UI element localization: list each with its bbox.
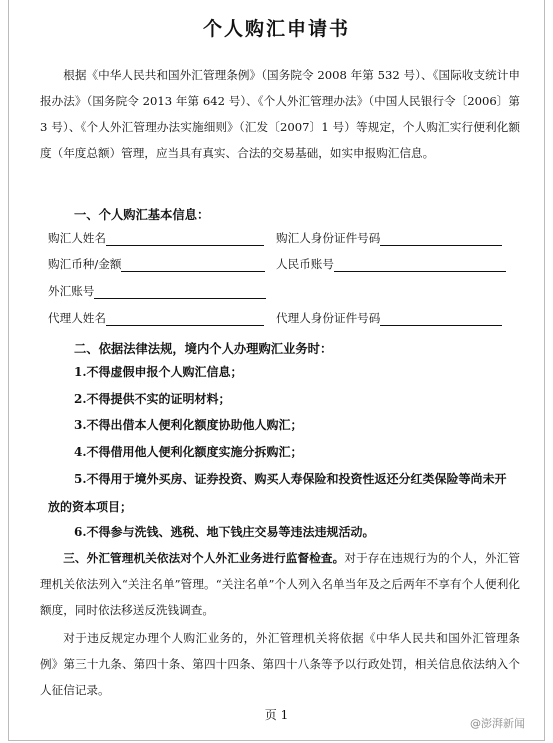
fx-account-field[interactable] <box>94 284 266 299</box>
field-row-3 <box>48 283 518 305</box>
buyer-name-field[interactable] <box>106 231 264 246</box>
document-title: 个人购汇申请书 <box>202 18 350 40</box>
section-1-heading: 一、个人购汇基本信息： <box>74 207 210 222</box>
currency-amount-field[interactable] <box>121 257 265 272</box>
field-row-1 <box>48 230 518 252</box>
agent-name-field[interactable] <box>106 311 264 326</box>
page-number: 页 1 <box>264 708 289 722</box>
rule-item-4: 4.不得借用他人便利化额度实施分拆购汇； <box>74 445 303 459</box>
rule-item-6: 6.不得参与洗钱、逃税、地下钱庄交易等违法违规活动。 <box>74 525 375 539</box>
closing-paragraph: 对于违反规定办理个人购汇业务的，外汇管理机关将依据《中华人民共和国外汇管理条例》第三十九条、第四十条、第四十四条、第四十八条等予以行政处罚，相关信息依法纳入个人征信记录。 <box>40 631 520 697</box>
rule-item-5: 5.不得用于境外买房、证券投资、购买人寿保险和投资性返还分红类保险等尚未开放的资本项目； <box>48 472 507 514</box>
section-3-heading: 三、外汇管理机关依法对个人外汇业务进行监督检查。 <box>63 551 345 565</box>
watermark: @澎湃新闻 <box>470 717 525 730</box>
rule-item-2: 2.不得提供不实的证明材料； <box>74 392 231 406</box>
rule-item-3: 3.不得出借本人便利化额度协助他人购汇； <box>74 418 303 432</box>
section-3-text: 对于存在违规行为的个人，外汇管理机关依法列入“关注名单”管理。“关注名单”个人列入名单当年及之后两年不享有个人便利化额度，同时依法移送反洗钱调查。 <box>40 551 520 617</box>
buyer-name-label: 购汇人姓名 <box>48 231 106 245</box>
buyer-id-field[interactable] <box>380 231 502 246</box>
section-2-heading: 二、依据法律法规，境内个人办理购汇业务时： <box>74 341 333 356</box>
field-row-4 <box>48 310 518 332</box>
agent-id-label: 代理人身份证件号码 <box>276 311 381 325</box>
agent-id-field[interactable] <box>380 311 502 326</box>
rmb-account-label: 人民币账号 <box>276 257 334 271</box>
field-row-2 <box>48 256 518 278</box>
section-3-paragraph <box>40 545 520 623</box>
rmb-account-field[interactable] <box>334 257 506 272</box>
intro-paragraph: 根据《中华人民共和国外汇管理条例》（国务院令 2008 年第 532 号）、《国际收支统计申报办法》（国务院令 2013 年第 642 号）、《个人外汇管理办法》（中国人民银行令〔2006〕第 3 号）、《个人外汇管理办法实施细则》（汇发〔2007〕1 号）等规定，个人购汇实行便利化额度（年度总额）管理，应当具有真实、合法的交易基础，如实申报购汇信息。 <box>40 68 520 160</box>
currency-amount-label: 购汇币种/金额 <box>48 257 122 271</box>
agent-name-label: 代理人姓名 <box>48 311 106 325</box>
buyer-id-label: 购汇人身份证件号码 <box>276 231 381 245</box>
rule-item-1: 1.不得虚假申报个人购汇信息； <box>74 365 243 379</box>
fx-account-label: 外汇账号 <box>48 284 95 298</box>
